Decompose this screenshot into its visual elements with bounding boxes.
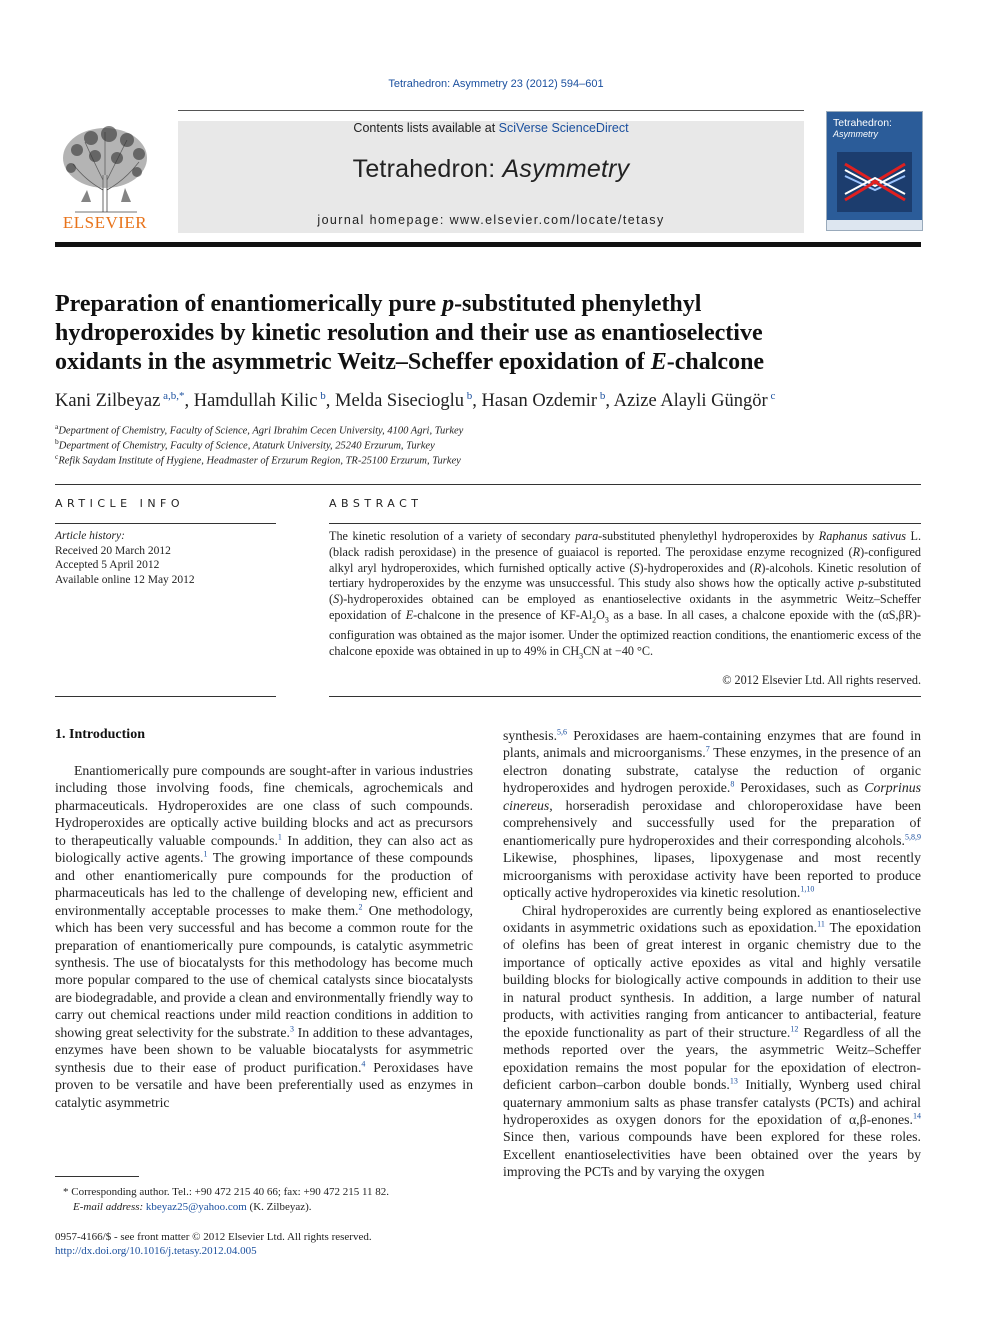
elsevier-wordmark: ELSEVIER (62, 213, 148, 232)
author-name: Hasan Ozdemir (481, 391, 598, 412)
footnote-rule (55, 1176, 139, 1177)
history-label: Article history: (55, 530, 125, 542)
abstract-rule (329, 523, 921, 524)
author-affiliation-mark[interactable]: a,b,* (160, 390, 185, 402)
journal-citation[interactable]: Tetrahedron: Asymmetry 23 (2012) 594–601 (388, 78, 604, 90)
author-name: Hamdullah Kilic (193, 391, 318, 412)
author-name: Kani Zilbeyaz (55, 391, 161, 412)
header-thick-rule (55, 242, 921, 247)
doi-link[interactable]: http://dx.doi.org/10.1016/j.tetasy.2012.04.005 (55, 1245, 257, 1257)
elsevier-logo[interactable] (55, 120, 155, 232)
email-link[interactable]: kbeyaz25@yahoo.com (145, 1201, 247, 1213)
author-affiliation-mark[interactable]: b (464, 390, 473, 402)
affiliation-b: $^b$Department of Chemistry, Faculty of Science, Ataturk University, 25240 Erzurum, Turkey (55, 437, 435, 452)
article-info-heading: ARTICLE INFO (55, 497, 185, 510)
section-heading-introduction: 1. Introduction (55, 727, 145, 742)
contents-line: Contents lists available at SciVerse ScienceDirect (353, 121, 629, 135)
author-affiliation-mark[interactable]: b (317, 390, 326, 402)
author-name: Melda Sisecioglu (335, 391, 464, 412)
abstract-copyright: © 2012 Elsevier Ltd. All rights reserved. (722, 673, 921, 687)
email-note: E-mail address: kbeyaz25@yahoo.com (K. Zilbeyaz). (73, 1201, 312, 1213)
issn-line: 0957-4166/$ - see front matter © 2012 Elsevier Ltd. All rights reserved. (55, 1231, 372, 1243)
abstract-bottom-rule (329, 696, 921, 697)
journal-cover[interactable] (826, 111, 923, 231)
affiliation-rule (55, 484, 921, 485)
author-name: Azize Alayli Güngör (613, 391, 768, 412)
elsevier-tree-icon (55, 120, 155, 232)
abstract-heading: ABSTRACT (329, 497, 423, 510)
abstract-text: The kinetic resolution of a variety of secondary para-substituted phenylethyl hydroperoxides by Raphanus sativus L. (black radish peroxidase) in the presence of guaiacol is reported. The peroxidase enzyme recognized (R)-configured alkyl aryl hydroperoxides, which furnished optically active (S)-hydroperoxides and (R)-alcohols. Kinetic resolution of tertiary hydroperoxides by the enzyme was unsuccessful. This study also shows how the optically active p-substituted (S)-hydroperoxides obtained can be employed as enantioselective oxidants in the asymmetric Weitz–Scheffer epoxidation of E-chalcone in the presence of $KF-Al_2O_3$ as a base. In all cases, a chalcone epoxide with the (αS,βR)-configuration was obtained as the major isomer. Under the optimized reaction conditions, the enantiomeric excess of the chalcone epoxide was obtained in up to 49% in $CH_3CN$ at −40 °C. (329, 529, 921, 661)
affiliation-a: $^a$Department of Chemistry, Faculty of Science, Agri Ibrahim Cecen University, 4100 Agri, Turkey (55, 422, 464, 437)
corresponding-author-note: * Corresponding author. Tel.: +90 472 215 40 66; fax: +90 472 215 11 82. (63, 1186, 390, 1198)
sciencedirect-link[interactable]: SciVerse ScienceDirect (498, 121, 629, 135)
journal-header-box (178, 121, 804, 233)
journal-title[interactable]: Tetrahedron: Asymmetry (352, 155, 630, 183)
cover-footer-band (827, 220, 922, 230)
article-history (55, 529, 276, 587)
affiliation-c: $^c$Refik Saydam Institute of Hygiene, Headmaster of Erzurum Region, TR-25100 Erzurum, Turkey (55, 452, 461, 467)
online-date: Available online 12 May 2012 (55, 573, 195, 586)
article-info-rule (55, 523, 276, 524)
author-affiliation-mark[interactable]: b (597, 390, 606, 402)
intro-column-left: Enantiomerically pure compounds are sought-after in various industries including those involving foods, fine chemicals, agrochemicals and pharmaceuticals. Hydroperoxides are one class of such compounds. Hydroperoxides are optically active building blocks and act as precursors to therapeutically valuable compounds.$^1$ In addition, they can also act as biologically active agents.$^1$ The growing importance of these compounds and other enantiomerically pure compounds for the production of pharmaceuticals has led to the challenge of developing new, efficient and environmentally acceptable processes to make them.$^2$ One methodology, which has been very successful and has become a common route for the preparation of enantiomerically pure compounds, is catalytic asymmetric synthesis. The use of biocatalysts for this methodology has become much more popular compared to the use of chemical catalysts since biocatalysts are biodegradable, and provide a clean and environmentally friendly way to carry out chemical reactions under mild reaction conditions in addition to showing great selectivity for the substrate.$^3$ In addition to these advantages, enzymes have been shown to be valuable biocatalysts for asymmetric synthesis due to their ease of product purification.$^4$ Peroxidases have proven to be versatile and have been preferentially used as enzymes in catalytic asymmetric (55, 763, 474, 1110)
article-info-bottom-rule (55, 696, 276, 697)
header-top-rule (178, 110, 804, 111)
cover-title: Tetrahedron: Asymmetry (833, 117, 892, 139)
author-list: Kani Zilbeyaz $^{a,b,*}$, Hamdullah Kilic $^b$, Melda Sisecioglu $^b$, Hasan Ozdemir $^b$, Azize Alayli Güngör $^c$ (55, 390, 776, 412)
received-date: Received 20 March 2012 (55, 544, 171, 557)
accepted-date: Accepted 5 April 2012 (55, 559, 160, 571)
article-title: Preparation of enantiomerically pure p-substituted phenylethyl hydroperoxides by kinetic resolution and their use as enantioselective oxidants in the asymmetric Weitz–Scheffer epoxidation of E-chalcone (55, 291, 765, 375)
author-affiliation-mark[interactable]: c (767, 390, 776, 402)
journal-homepage[interactable]: journal homepage: www.elsevier.com/locate/tetasy (317, 213, 665, 227)
intro-column-right: synthesis.$^{5,6}$ Peroxidases are haem-containing enzymes that are found in plants, animals and microorganisms.$^7$ These enzymes, in the presence of an electron donating substrate, catalyse the reduction of organic hydroperoxides and hydrogen peroxide.$^8$ Peroxidases, such as Corprinus cinereus, horseradish peroxidase and chloroperoxidase have been comprehensively and successfully used for the preparation of enantiomerically pure hydroperoxides and their corresponding alcohols.$^{5,8,9}$ Likewise, phosphines, lipases, lipoxygenase and most recently microorganisms with peroxidase activity have been reported to produce optically active hydroperoxides via kinetic resolution.$^{1,10}$ Chiral hydroperoxides are currently being explored as enantioselective oxidants in asymmetric oxidations such as epoxidation.$^{11}$ The epoxidation of olefins has been of great interest in organic chemistry due to the importance of optically active epoxides as vital and highly versatile building blocks for biologically active compounds in addition to their use in natural product synthesis. In addition, a large number of natural products, with activities ranging from anticancer to antibacterial, feature the epoxide functionality as part of their structure.$^{12}$ Regardless of all the methods reported over the years, the asymmetric Weitz–Scheffer epoxidation remains the most popular for the epoxidation of electron-deficient carbon–carbon double bonds.$^{13}$ Initially, Wynberg used chiral quaternary ammonium salts as phase transfer catalysts (PCTs) and achiral hydroperoxides as oxygen donors for the epoxidation of α,β-enones.$^{14}$ Since then, various compounds have been explored for these roles. Excellent enantioselectivities have been obtained over the years by improving the PCTs and by varying the oxygen (503, 727, 922, 1180)
cover-image (837, 152, 912, 212)
